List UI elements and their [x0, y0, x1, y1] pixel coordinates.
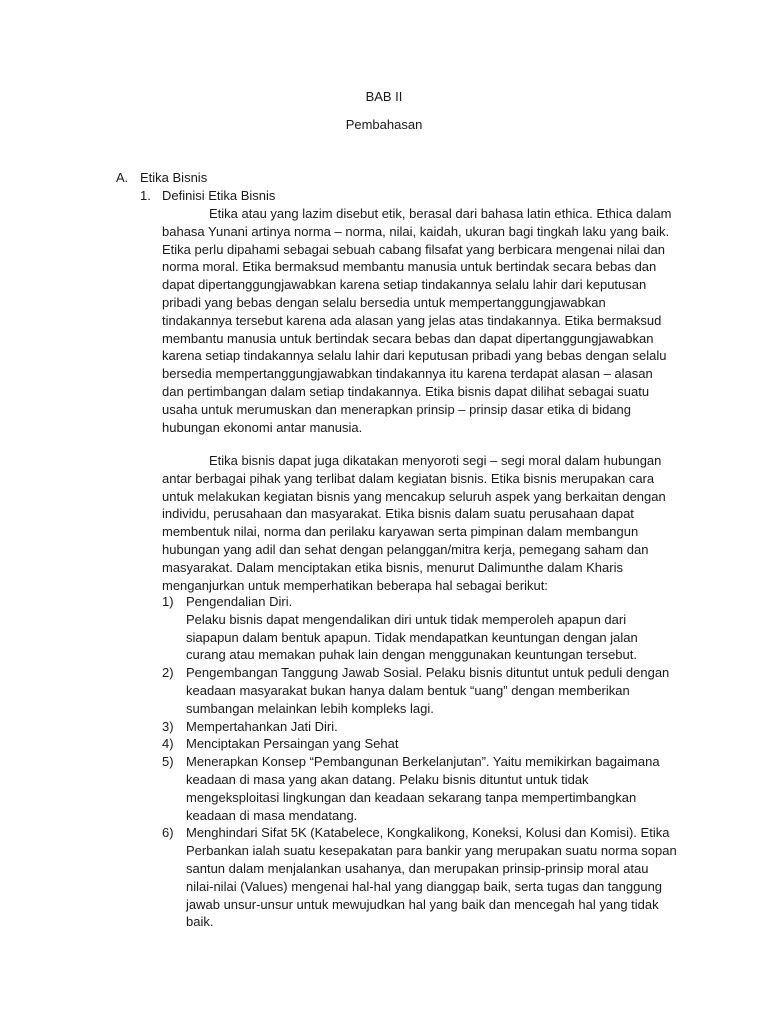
- chapter-subtitle: Pembahasan: [345, 117, 423, 132]
- list-item-line: jawab unsur-unsur untuk mewujudkan hal yang baik dan mencegah hal yang tidak: [186, 897, 659, 912]
- list-item-line: Pengendalian Diri.: [186, 594, 293, 609]
- paragraph-line: membantu manusia untuk bertindak secara bebas dan dapat dipertanggungjawabkan: [162, 331, 654, 346]
- list-item-marker: 2): [162, 665, 174, 680]
- section-title: Etika Bisnis: [140, 170, 208, 185]
- paragraph-line: membentuk nilai, norma dan perilaku karyawan serta pimpinan dalam membangun: [162, 524, 639, 539]
- list-item-line: keadaan masyarakat bukan hanya dalam bentuk “uang” dengan memberikan: [186, 683, 630, 698]
- list-item-line: Pelaku bisnis dapat mengendalikan diri untuk tidak memperoleh apapun dari: [186, 612, 627, 627]
- subsection-title: Definisi Etika Bisnis: [162, 188, 276, 203]
- section-marker: A.: [116, 170, 129, 185]
- paragraph-line: individu, perusahaan dan masyarakat. Etika bisnis dalam suatu perusahaan dapat: [162, 506, 634, 521]
- list-item-line: Mempertahankan Jati Diri.: [186, 719, 338, 734]
- paragraph-line: bersedia mempertanggungjawabkan tindakannya itu karena terdapat alasan – alasan: [162, 366, 653, 381]
- list-item-line: mengeksploitasi lingkungan dan keadaan sekarang tanpa mempertimbangkan: [186, 790, 637, 805]
- paragraph-line: tindakannya tersebut karena ada alasan yang jelas atas tindakannya. Etika bermaksud: [162, 313, 662, 328]
- paragraph-line: untuk melakukan kegiatan bisnis yang mencakup seluruh aspek yang berkaitan dengan: [162, 489, 666, 504]
- subsection-marker: 1.: [140, 188, 151, 203]
- list-item-line: Perbankan ialah suatu kesepakatan para bankir yang merupakan suatu norma sopan: [186, 843, 677, 858]
- paragraph-line: dapat dipertanggungjawabkan karena setiap tindakannya selalu lahir dari keputusan: [162, 277, 647, 292]
- list-item-marker: 3): [162, 719, 174, 734]
- paragraph-line: hubungan yang adil dan sehat dengan pelanggan/mitra kerja, pemegang saham dan: [162, 542, 649, 557]
- list-item-marker: 4): [162, 736, 174, 751]
- list-item-line: Pengembangan Tanggung Jawab Sosial. Pelaku bisnis dituntut untuk peduli dengan: [186, 665, 670, 680]
- paragraph-line: hubungan ekonomi antar manusia.: [162, 420, 363, 435]
- list-item-line: baik.: [186, 914, 214, 929]
- list-item-marker: 5): [162, 754, 174, 769]
- paragraph-line: Etika perlu dipahami sebagai sebuah cabang filsafat yang berbicara mengenai nilai dan: [162, 242, 666, 257]
- list-item-line: sumbangan melainkan lebih kompleks lagi.: [186, 701, 434, 716]
- paragraph-line: pribadi yang bebas dengan selalu bersedia untuk mempertanggungjawabkan: [162, 295, 606, 310]
- paragraph-line: menganjurkan untuk memperhatikan beberapa hal sebagai berikut:: [162, 578, 548, 593]
- list-item-line: keadaan di masa mendatang.: [186, 808, 358, 823]
- list-item-line: Menghindari Sifat 5K (Katabelece, Kongkalikong, Koneksi, Kolusi dan Komisi). Etika: [186, 825, 670, 840]
- paragraph-line: antar berbagai pihak yang terlibat dalam kegiatan bisnis. Etika bisnis merupakan cara: [162, 471, 655, 486]
- list-item-line: siapapun dalam bentuk apapun. Tidak mendapatkan keuntungan dengan jalan: [186, 630, 638, 645]
- list-item-line: Menerapkan Konsep “Pembangunan Berkelanjutan”. Yaitu memikirkan bagaimana: [186, 754, 660, 769]
- list-item-line: santun dalam menjalankan usahanya, dan merupakan prinsip-prinsip moral atau: [186, 861, 649, 876]
- paragraph-line: dan pertimbangan dalam setiap tindakannya. Etika bisnis dapat dilihat sebagai suatu: [162, 384, 650, 399]
- paragraph-line: karena setiap tindakannya selalu lahir dari keputusan pribadi yang bebas dengan selalu: [162, 348, 667, 363]
- chapter-heading: BAB II: [365, 89, 403, 104]
- paragraph-line: Etika bisnis dapat juga dikatakan menyoroti segi – segi moral dalam hubungan: [209, 453, 662, 468]
- list-item-marker: 6): [162, 825, 174, 840]
- paragraph-line: norma moral. Etika bermaksud membantu manusia untuk bertindak secara bebas dan: [162, 259, 657, 274]
- list-item-marker: 1): [162, 594, 174, 609]
- paragraph-line: Etika atau yang lazim disebut etik, berasal dari bahasa latin ethica. Ethica dalam: [209, 206, 672, 221]
- paragraph-line: masyarakat. Dalam menciptakan etika bisnis, menurut Dalimunthe dalam Kharis: [162, 560, 623, 575]
- list-item-line: Menciptakan Persaingan yang Sehat: [186, 736, 399, 751]
- paragraph-line: bahasa Yunani artinya norma – norma, nilai, kaidah, ukuran bagi tingkah laku yang baik.: [162, 224, 670, 239]
- list-item-line: nilai-nilai (Values) mengenai hal-hal yang dianggap baik, serta tugas dan tanggung: [186, 879, 663, 894]
- paragraph-line: usaha untuk merumuskan dan menerapkan prinsip – prinsip dasar etika di bidang: [162, 402, 632, 417]
- list-item-line: keadaan di masa yang akan datang. Pelaku bisnis dituntut untuk tidak: [186, 772, 589, 787]
- list-item-line: curang atau memakan puhak lain dengan menggunakan keuntungan tersebut.: [186, 647, 637, 662]
